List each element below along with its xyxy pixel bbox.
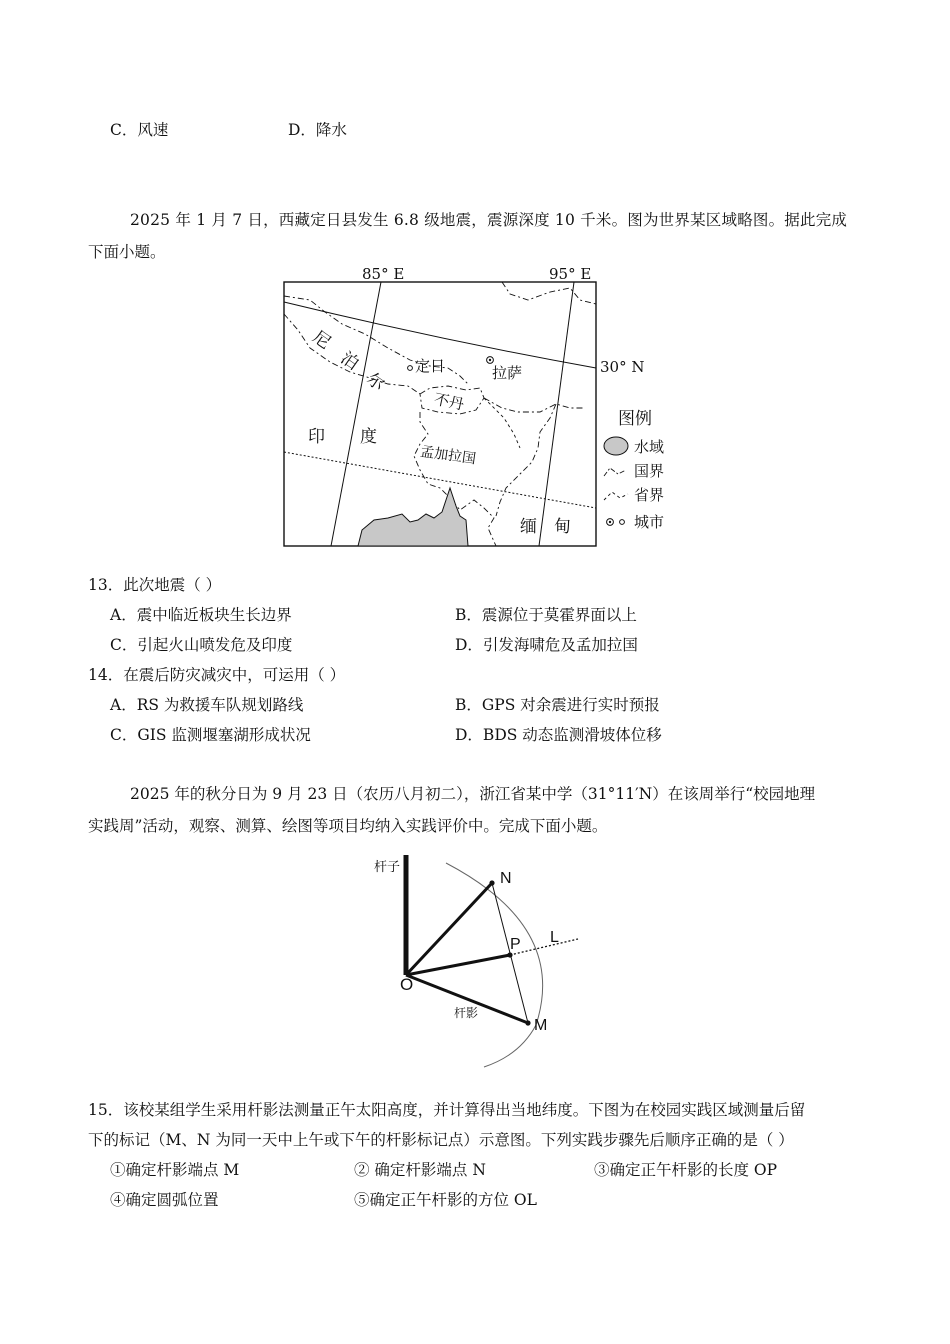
legend-provincial-swatch	[604, 492, 628, 500]
label-india-2: 度	[360, 427, 377, 447]
label-nepal-2: 泊	[336, 348, 363, 375]
label-bangladesh: 孟加拉国	[419, 443, 477, 468]
point-p	[507, 952, 512, 957]
q12-option-d: D．降水	[288, 121, 347, 139]
intro2-line1: 2025 年的秋分日为 9 月 23 日（农历八月初二），浙江省某中学（31°11′N）在该周举行“校园地理	[130, 785, 816, 803]
label-myanmar-1: 缅	[520, 517, 537, 537]
city-dingri-label: 定日	[415, 357, 446, 375]
city-dingri-dot	[408, 366, 413, 371]
intro1-line1: 2025 年 1 月 7 日，西藏定日县发生 6.8 级地震，震源深度 10 千米。图为世界某区域略图。据此完成	[130, 211, 848, 229]
q14-option-c: C．GIS 监测堰塞湖形成状况	[110, 726, 311, 744]
label-bhutan: 不丹	[432, 389, 466, 414]
border-myanmar	[496, 404, 556, 516]
shadow-label: 杆影	[454, 1006, 479, 1020]
legend-provincial-label: 省界	[634, 486, 665, 504]
map-lon1-label: 85° E	[362, 265, 405, 283]
q15-step-4: ④确定圆弧位置	[110, 1191, 219, 1209]
legend-national-label: 国界	[634, 462, 665, 480]
q13-option-b: B．震源位于莫霍界面以上	[455, 606, 637, 624]
meridian-95e	[539, 282, 574, 546]
border-top-right	[502, 282, 596, 304]
q15-step-3: ③确定正午杆影的长度 OP	[594, 1161, 778, 1179]
map-lon2-label: 95° E	[549, 265, 592, 283]
label-myanmar-2: 甸	[554, 517, 571, 537]
q13-option-d: D．引发海啸危及孟加拉国	[455, 636, 638, 654]
label-nepal-3: 尔	[362, 369, 389, 396]
q15-step-2: ② 确定杆影端点 N	[354, 1161, 486, 1179]
legend-city-symbol	[620, 520, 625, 525]
pole-label: 杆子	[374, 859, 401, 874]
q13-option-a: A．震中临近板块生长边界	[110, 606, 292, 624]
q12-option-c: C．风速	[110, 121, 169, 139]
legend-city-label: 城市	[634, 513, 665, 531]
label-n: N	[500, 870, 512, 887]
legend-water-swatch	[604, 437, 628, 455]
point-m	[525, 1020, 530, 1025]
city-lhasa-label: 拉萨	[492, 364, 523, 382]
intro2-line2: 实践周”活动，观察、测算、绘图等项目均纳入实践评价中。完成下面小题。	[88, 817, 608, 835]
pole-shadow-diagram	[360, 845, 600, 1075]
label-nepal-1: 尼	[308, 327, 335, 354]
q14-option-d: D．BDS 动态监测滑坡体位移	[455, 726, 662, 744]
q14-option-a: A．RS 为救援车队规划路线	[110, 696, 304, 714]
bay-of-bengal	[358, 488, 468, 546]
province-border	[484, 398, 520, 448]
q15-stem-line1: 15．该校某组学生采用杆影法测量正午太阳高度，并计算得出当地纬度。下图为在校园实践区域测量后留	[88, 1101, 806, 1119]
label-o: O	[400, 975, 414, 994]
legend-national-swatch	[604, 468, 626, 476]
map-lat-label: 30° N	[600, 358, 645, 376]
q14-stem: 14．在震后防灾减灾中，可运用（ ）	[88, 666, 346, 684]
label-m: M	[534, 1017, 548, 1034]
border-india-myanmar	[484, 398, 584, 412]
q14-option-b: B．GPS 对余震进行实时预报	[455, 696, 660, 714]
label-p: P	[510, 936, 521, 953]
q15-step-5: ⑤确定正午杆影的方位 OL	[354, 1191, 537, 1209]
meridian-85e	[331, 282, 381, 546]
legend-title: 图例	[618, 409, 652, 429]
q13-option-c: C．引起火山喷发危及印度	[110, 636, 293, 654]
q15-step-1: ①确定杆影端点 M	[110, 1161, 240, 1179]
label-india-1: 印	[308, 427, 325, 447]
q13-stem: 13．此次地震（ ）	[88, 576, 222, 594]
region-map	[270, 262, 690, 554]
intro1-line2: 下面小题。	[88, 243, 166, 261]
legend-water-label: 水域	[634, 438, 665, 456]
point-n	[489, 880, 494, 885]
q15-stem-line2: 下的标记（M、N 为同一天中上午或下午的杆影标记点）示意图。下列实践步骤先后顺序正确的是（ ）	[88, 1131, 794, 1149]
map-frame	[284, 282, 596, 546]
label-l: L	[550, 929, 559, 946]
